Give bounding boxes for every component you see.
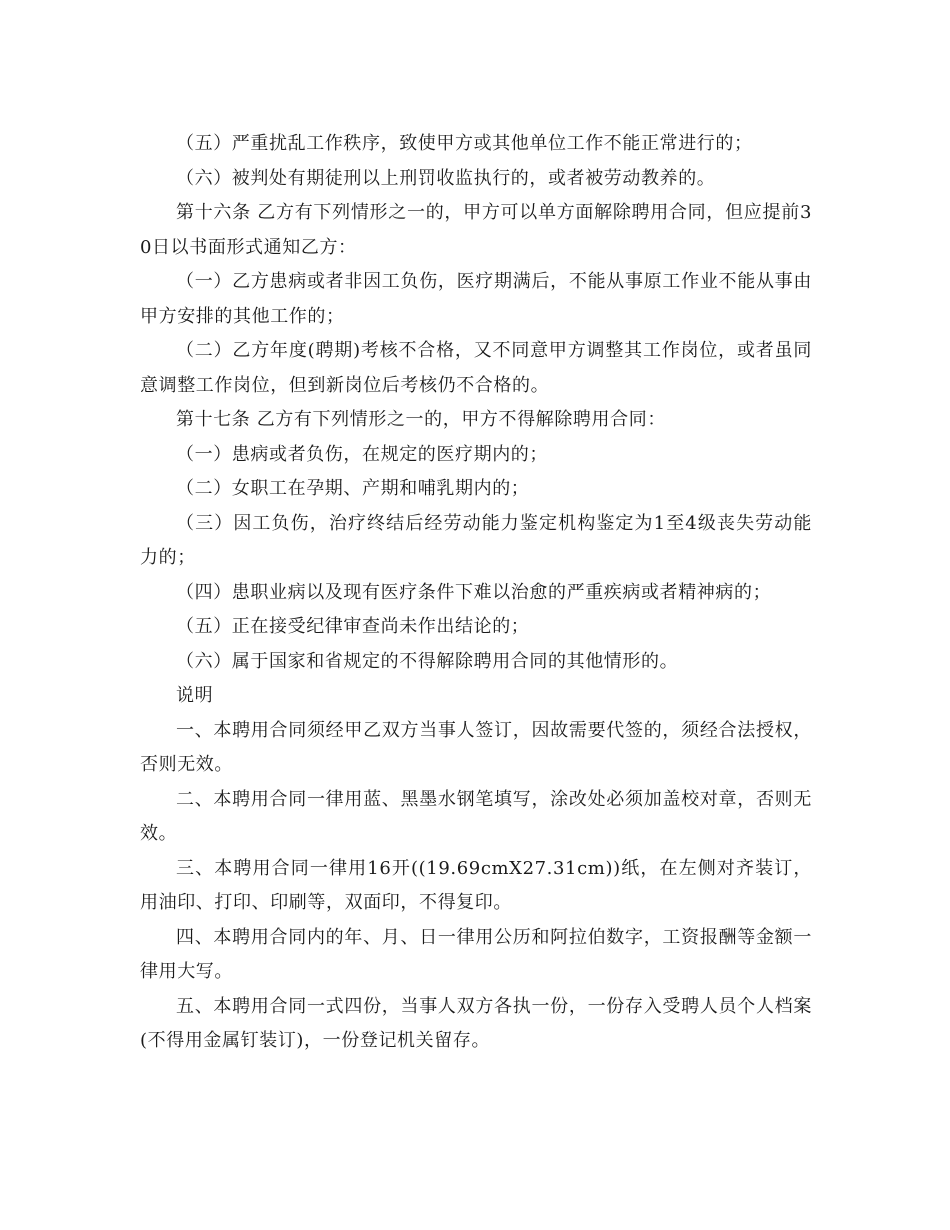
article-16-item-1: （一）乙方患病或者非因工负伤，医疗期满后，不能从事原工作业不能从事由甲方安排的其他工作的； [140, 271, 812, 327]
article-16: 第十六条 乙方有下列情形之一的，甲方可以单方面解除聘用合同，但应提前30日以书面形式通知乙方： [140, 202, 812, 258]
notes-heading: 说明 [176, 685, 214, 706]
note-4: 四、本聘用合同内的年、月、日一律用公历和阿拉伯数字，工资报酬等金额一律用大写。 [140, 926, 812, 982]
note-3: 三、本聘用合同一律用16开((19.69cmX27.31cm))纸，在左侧对齐装订，用油印、打印、印刷等，双面印，不得复印。 [140, 857, 812, 913]
article-17-item-5: （五）正在接受纪律审查尚未作出结论的； [176, 616, 530, 637]
document-body [140, 127, 812, 1059]
clause-6-item: （六）被判处有期徒刑以上刑罚收监执行的，或者被劳动教养的。 [176, 167, 716, 189]
article-17-item-3: （三）因工负伤，治疗终结后经劳动能力鉴定机构鉴定为1至4级丧失劳动能力的； [140, 512, 812, 568]
article-17-item-2: （二）女职工在孕期、产期和哺乳期内的； [176, 478, 530, 499]
note-1: 一、本聘用合同须经甲乙双方当事人签订，因故需要代签的，须经合法授权，否则无效。 [140, 719, 812, 775]
clause-5-item: （五）严重扰乱工作秩序，致使甲方或其他单位工作不能正常进行的； [176, 133, 753, 154]
article-16-item-2: （二）乙方年度(聘期)考核不合格，又不同意甲方调整其工作岗位，或者虽同意调整工作岗位，但到新岗位后考核仍不合格的。 [140, 340, 812, 396]
article-17-item-6: （六）属于国家和省规定的不得解除聘用合同的其他情形的。 [176, 650, 679, 672]
note-5: 五、本聘用合同一式四份，当事人双方各执一份，一份存入受聘人员个人档案(不得用金属钉装订)，一份登记机关留存。 [140, 995, 812, 1051]
article-17-item-4: （四）患职业病以及现有医疗条件下难以治愈的严重疾病或者精神病的； [176, 581, 772, 603]
article-17-item-1: （一）患病或者负伤，在规定的医疗期内的； [176, 443, 548, 465]
article-17: 第十七条 乙方有下列情形之一的，甲方不得解除聘用合同： [176, 409, 666, 430]
note-2: 二、本聘用合同一律用蓝、黑墨水钢笔填写，涂改处必须加盖校对章，否则无效。 [140, 788, 812, 844]
